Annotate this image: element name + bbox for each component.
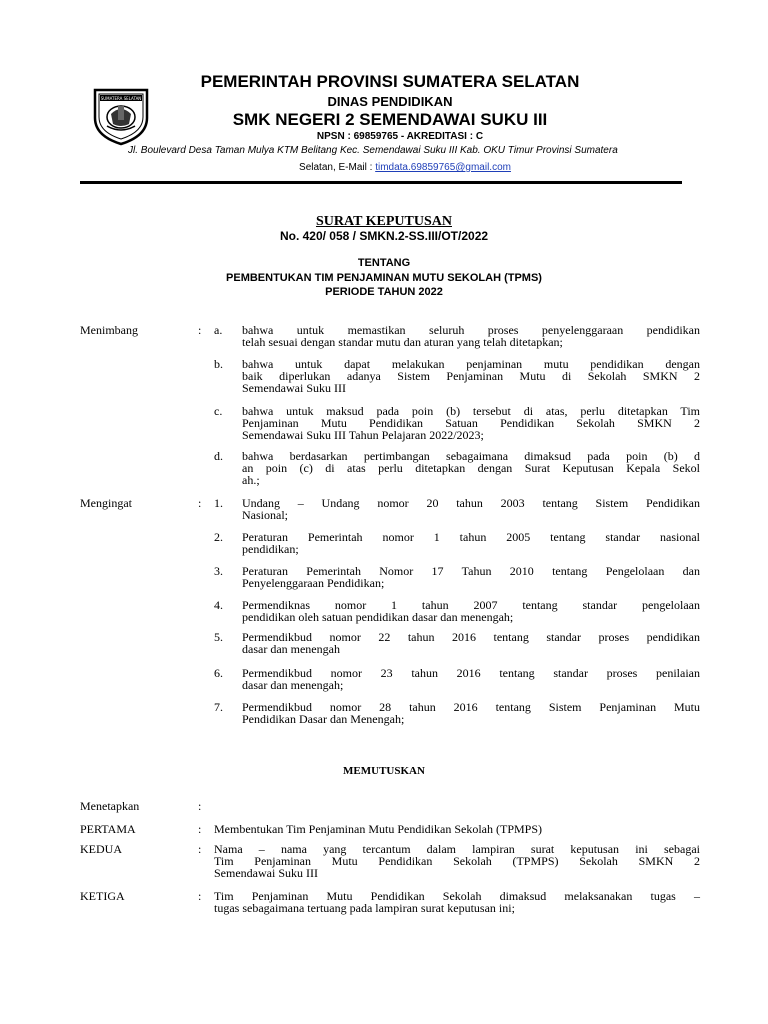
document-title: SURAT KEPUTUSAN xyxy=(315,214,452,229)
menimbang-label: Menimbang xyxy=(80,323,138,337)
svg-text:SUMATERA SELATAN: SUMATERA SELATAN xyxy=(100,96,142,101)
kedua-label: KEDUA xyxy=(80,842,122,856)
letterhead-school: SMK NEGERI 2 SEMENDAWAI SUKU III xyxy=(232,110,548,129)
mengingat-item-5: Permendikbud nomor 22 tahun 2016 tentang standar proses pendidikan dasar dan menengah xyxy=(242,630,700,656)
mengingat-mark-1: 1. xyxy=(214,496,223,510)
mengingat-mark-7: 7. xyxy=(214,700,223,714)
mengingat-item-7: Permendikbud nomor 28 tahun 2016 tentang Sistem Penjaminan Mutu Pendidikan Dasar dan Menengah; xyxy=(242,700,700,726)
menetapkan-colon: : xyxy=(198,799,202,813)
mengingat-colon: : xyxy=(198,496,202,510)
mengingat-item-3: Peraturan Pemerintah Nomor 17 Tahun 2010 tentang Pengelolaan dan Penyelenggaraan Pendidikan; xyxy=(242,564,700,590)
menimbang-mark-c: c. xyxy=(214,404,223,418)
ketiga-text: Tim Penjaminan Mutu Pendidikan Sekolah dimaksud melaksanakan tugas – tugas sebagaimana tertuang pada lampiran surat keputusan ini; xyxy=(214,889,700,915)
mengingat-item-4: Permendiknas nomor 1 tahun 2007 tentang standar pengelolaan pendidikan oleh satuan pendidikan dasar dan menengah; xyxy=(242,598,700,624)
document-number: No. 420/ 058 / SMKN.2-SS.III/OT/2022 xyxy=(279,229,489,243)
mengingat-mark-3: 3. xyxy=(214,564,223,578)
letterhead-npsn: NPSN : 69859765 - AKREDITASI : C xyxy=(316,131,484,142)
menimbang-item-c: bahwa untuk maksud pada poin (b) tersebut di atas, perlu ditetapkan Tim Penjaminan Mutu Pendidikan Satuan Pendidikan Sekolah SMKN 2 Semendawai Suku III Tahun Pelajaran 2022/2023; xyxy=(242,404,700,442)
pertama-text: Membentukan Tim Penjaminan Mutu Pendidikan Sekolah (TPMPS) xyxy=(214,822,543,836)
ketiga-colon: : xyxy=(198,889,202,903)
mengingat-item-1: Undang – Undang nomor 20 tahun 2003 tentang Sistem Pendidikan Nasional; xyxy=(242,496,700,522)
letterhead-divider xyxy=(80,181,682,184)
menimbang-item-b: bahwa untuk dapat melakukan penjaminan mutu pendidikan dengan baik diperlukan adanya Sistem Penjaminan Mutu di Sekolah SMKN 2 Semendawai Suku III xyxy=(242,357,700,395)
tentang-label: TENTANG xyxy=(357,257,411,269)
menimbang-item-d: bahwa berdasarkan pertimbangan sebagaimana dimaksud pada poin (b) d an poin (c) di atas perlu ditetapkan dengan Surat Keputusan Kepala Sekol ah.; xyxy=(242,449,700,487)
menimbang-mark-a: a. xyxy=(214,323,223,337)
kedua-colon: : xyxy=(198,842,202,856)
mengingat-mark-2: 2. xyxy=(214,530,223,544)
email-link[interactable]: timdata.69859765@gmail.com xyxy=(375,162,511,173)
mengingat-mark-5: 5. xyxy=(214,630,223,644)
menetapkan-label: Menetapkan xyxy=(80,799,140,813)
menimbang-colon: : xyxy=(198,323,202,337)
email-prefix: Selatan, E-Mail : xyxy=(299,162,376,173)
document-subject: PEMBENTUKAN TIM PENJAMINAN MUTU SEKOLAH (TPMS) xyxy=(226,272,542,284)
menimbang-mark-b: b. xyxy=(214,357,223,371)
mengingat-label: Mengingat xyxy=(80,496,132,510)
letterhead-department: DINAS PENDIDIKAN xyxy=(327,94,453,109)
document-period: PERIODE TAHUN 2022 xyxy=(325,286,443,298)
kedua-text: Nama – nama yang tercantum dalam lampiran surat keputusan ini sebagai Tim Penjaminan Mutu Pendidikan Sekolah (TPMPS) Sekolah SMKN 2 Semendawai Suku III xyxy=(214,842,700,880)
ketiga-label: KETIGA xyxy=(80,889,125,903)
letterhead-email-line xyxy=(150,162,660,173)
letterhead-address: Jl. Boulevard Desa Taman Mulya KTM Belitang Kec. Semendawai Suku III Kab. OKU Timur Provinsi Sumatera xyxy=(128,145,618,156)
mengingat-item-2: Peraturan Pemerintah nomor 1 tahun 2005 tentang standar nasional pendidikan; xyxy=(242,530,700,556)
mengingat-mark-4: 4. xyxy=(214,598,223,612)
mengingat-mark-6: 6. xyxy=(214,666,223,680)
mengingat-item-6: Permendikbud nomor 23 tahun 2016 tentang standar proses penilaian dasar dan menengah; xyxy=(242,666,700,692)
letterhead-government: PEMERINTAH PROVINSI SUMATERA SELATAN xyxy=(200,72,580,91)
menimbang-item-a: bahwa untuk memastikan seluruh proses penyelenggaraan pendidikan telah sesuai dengan standar mutu dan aturan yang telah ditetapkan; xyxy=(242,323,700,349)
pertama-label: PERTAMA xyxy=(80,822,136,836)
pertama-colon: : xyxy=(198,822,202,836)
memutuskan-heading: MEMUTUSKAN xyxy=(343,765,425,777)
menimbang-mark-d: d. xyxy=(214,449,223,463)
